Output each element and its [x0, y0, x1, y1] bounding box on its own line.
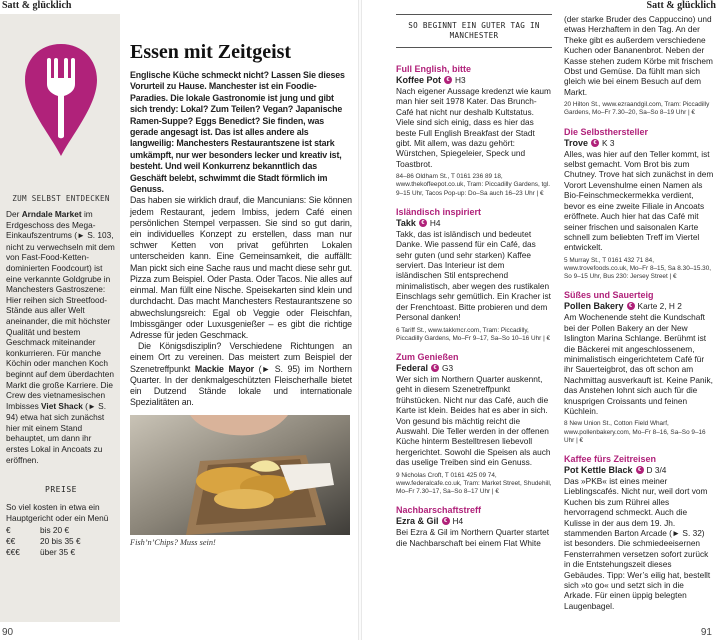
fish-and-chips-photo: [130, 415, 350, 535]
map-reference: Karte 2, H 2: [637, 301, 682, 312]
entry-description: Bei Ezra & Gil im Northern Quarter startet die Nachbarschaft bei einem Flat White: [396, 527, 550, 548]
price-range: über 35 €: [40, 546, 76, 557]
photo-caption: Fish’n’Chips? Muss sein!: [130, 538, 216, 548]
map-reference: D 3/4: [646, 465, 667, 475]
entry-description: Das »PKB« ist eines meiner Lieblingscafés. Nicht nur, weil dort vom Kuchen bis zum Rührei alles hervorragend schmeckt. Auch die Kulisse in der aus dem 19. Jh. stammenden Barton Arcade (► S. 32) ist besonders. Die schmiedeeisernen Fensterrahmen versetzen sofort zurück in die Entstehungszeit dieses Gebäudes. Tipp: Wer’s eilig hat, bestellt sich »to go« und setzt sich in die Arkade. Für einen üppig belegten Laugenbagel.: [564, 476, 711, 611]
entry-name: Federal: [396, 362, 429, 373]
listing-entry: [564, 454, 714, 611]
article-paragraph: Die Königsdisziplin? Verschiedene Richtungen an einem Ort zu vereinen. Das meistert zum Beispiel der Szenetreffpunkt Mackie Mayor (► S. 95) im Northern Quarter. In der denkmalgeschützten Fleischerhalle bietet ein Dutzend Stände lokale und internationale Spezialitäten an.: [130, 341, 352, 408]
listing-entry: [396, 64, 552, 198]
running-head-right: Satt & glücklich: [646, 0, 716, 11]
map-pin-icon: €: [591, 139, 599, 147]
price-range: bis 20 €: [40, 525, 70, 536]
entry-category: Kaffee fürs Zeitreisen: [564, 454, 657, 464]
map-reference: H3: [455, 75, 466, 85]
map-pin-icon: €: [444, 76, 452, 84]
entry-heading: [564, 138, 714, 148]
entry-heading: [396, 516, 552, 526]
entry-category: Die Selbsthersteller: [564, 126, 649, 137]
entry-address: 84–86 Oldham St., T 0161 236 89 18, www.thekoffeepot.co.uk, Tram: Piccadilly Gardens, tgl. 9–15 Uhr, Tacos Pop-up: Do–Sa auch 16–23 Uhr | €: [396, 173, 551, 197]
entry-category: Nachbarschaftstreff: [396, 505, 482, 516]
section-banner: SO BEGINNT EIN GUTER TAG IN MANCHESTER: [396, 14, 552, 48]
price-symbol: €€€: [6, 546, 20, 557]
page-number-right: 91: [700, 627, 712, 638]
entry-category: Full English, bitte: [396, 64, 471, 74]
price-row: [6, 525, 116, 536]
entry-name: Takk: [396, 217, 416, 228]
price-list: [6, 525, 116, 557]
sidebar: [0, 14, 120, 622]
prices-heading: PREISE: [45, 485, 77, 495]
entry-name: Koffee Pot: [396, 75, 441, 85]
prices-intro: So viel kosten in etwa ein Hauptgericht oder ein Menü: [6, 502, 109, 523]
map-pin-icon: €: [636, 466, 644, 474]
map-pin-icon: €: [431, 364, 439, 372]
map-pin-icon: €: [627, 302, 635, 310]
article-paragraph: Das haben sie wirklich drauf, die Mancunians: Sie können jedem Restaurant, jedem Imbiss, jedem Café einen persönlichen Stempel verpassen. Sie sind so gut darin, ein individuelles Konzept zu erstellen, dass man nur schwer Ketten von privat geführten Lokalen unterscheiden kann. Eine Gemeinsamkeit, die auffällt: Man pickt sich eine Sache raus und macht diese sehr gut. Pizza zum Beispiel. Oder Pasta. Oder Tacos. Nie alles auf einmal. Man füllt eine Nische. Speisekarten sind klein und durchdacht. Das macht Manchesters Restaurantszene so abwechslungsreich: Egal ob Veggie oder Fleischfan, Imbissgänger oder Luxusgenießer – es gibt die richtige Adresse für jeden Geschmack.: [130, 195, 352, 340]
price-symbol: €: [6, 525, 11, 536]
map-pin-icon: €: [419, 219, 427, 227]
entry-description: Nach eigener Aussage kredenzt wie kaum man hier seit 1978 Kater. Das Brunch-Café hat nicht nur deshalb Kultstatus. Viele sind sich einig, dass es hier das beste Full English Breakfast der Stadt gibt. Mit allem, was dazu gehört: Würstchen, Spiegeleier, Speck und Toastbrot.: [396, 86, 551, 169]
article: [130, 40, 352, 547]
entry-heading: [396, 363, 552, 373]
map-reference: H4: [452, 516, 464, 527]
price-range: 20 bis 35 €: [40, 536, 81, 547]
entry-name: Pot Kettle Black: [564, 465, 633, 475]
price-symbol: €€: [6, 536, 16, 547]
entry-category: Zum Genießen: [396, 351, 459, 362]
listing-entry-continued: [564, 14, 714, 118]
map-reference: G3: [442, 362, 454, 373]
entry-address: 20 Hilton St., www.ezraandgil.com, Tram: Piccadilly Gardens, Mo–Fr 7.30–20, Sa–So 8–19 Uhr | €: [564, 101, 710, 117]
entry-address: 5 Murray St., T 0161 432 71 84, www.trovefoods.co.uk, Mo–Fr 8–15, Sa 8.30–15.30, So 9–15 Uhr, Bus 230: Jersey Street | €: [564, 256, 712, 281]
entry-category: Isländisch inspiriert: [396, 206, 482, 217]
article-intro: Englische Küche schmeckt nicht? Lassen Sie dieses Vorurteil zu Hause. Manchester ist ein Foodie-Paradies. Die lokale Gastronomie ist jung und gibt sich trendy: Lokal? Zum Teilen? Vegan? Japanische Ramen-Suppe? Eggs Benedict? Sie finden, was gerade angesagt ist. Das ist alles andere als langweilig: Manchesters Restaurantszene ist stark umkämpft, nur wer besonders lecker und kreativ ist, besteht. Und weil Konkurrenz bekanntlich das Geschäft belebt, schwimmt die Stadt förmlich im Genuss.: [130, 70, 345, 195]
entry-address: 6 Tariff St., www.takkmcr.com, Tram: Piccadilly, Piccadilly Gardens, Mo–Fr 9–17, Sa–So 10–16 Uhr | €: [396, 326, 551, 342]
entry-name: Pollen Bakery: [564, 301, 624, 312]
article-title: Essen mit Zeitgeist: [130, 41, 292, 63]
map-pin-icon: €: [442, 517, 450, 525]
listing-entry: [564, 290, 714, 445]
price-row: [6, 547, 116, 558]
page-number-left: 90: [2, 627, 14, 638]
map-reference: K 3: [602, 137, 615, 148]
listing-entry: [396, 352, 552, 496]
entry-heading: [396, 75, 552, 85]
map-reference: H4: [429, 217, 441, 228]
entry-address: 8 New Union St., Cotton Field Wharf, www.pollenbakery.com, Mo–Fr 8–16, Sa–So 9–16 Uhr | €: [564, 420, 706, 444]
running-head-left: Satt & glücklich: [2, 0, 72, 11]
entry-name: Ezra & Gil: [396, 516, 439, 527]
entry-name: Trove: [564, 137, 589, 148]
entry-category: Süßes und Sauerteig: [564, 290, 654, 301]
entry-address: 9 Nicholas Croft, T 0161 425 09 74, www.federalcafe.co.uk, Tram: Market Street, Shudehill, Mo–Fr 7.30–17, Sa–So 8–17 Uhr | €: [396, 471, 552, 495]
listing-entry: [564, 127, 714, 282]
listing-entry: [396, 505, 552, 548]
entry-description: Alles, was hier auf den Teller kommt, ist selbst gemacht. Vom Brot bis zum Chutney. Trove hat sich zunächst in dem Vorort Levenshulme einen Namen als Bio-Feinschmeckermekka verdient, bevor es eine zweite Filiale in Ancoats eröffnete. Auch hier hat das Café mit seiner frischen und saisonalen Karte schnell zum beliebten Treff im Viertel entwickelt.: [564, 148, 714, 253]
column-b: [564, 14, 714, 620]
fork-icon: [21, 40, 101, 160]
sidebar-text: Der Arndale Market im Erdgeschoss des Mega-Einkaufszentrums (► S. 103, nicht zu verwechseln mit dem von Fast-Food-Ketten-dominierten Foodcourt) ist eine verkannte Goldgrube in Manchesters Gastroszene: Hier reihen sich Streetfood-Stände aus aller Welt aneinander, die mit höchster Qualität und bestem Geschmack miteinander konkurrieren. Für manche Köchin oder manchen Koch beginnt auf dem überdachten Markt die große Karriere. Die Crew des vietnamesischen Imbisses Viet Shack (► S. 94) etwa hat sich zunächst hier mit einem Stand behauptet, um dann ihr erstes Lokal in Ancoats zu eröffnen.: [6, 209, 115, 465]
entry-description: Am Wochenende steht die Kundschaft bei der Pollen Bakery an der New Islington Marina Schlange. Berühmt ist die Bäckerei mit angeschlossenem, minimalistisch eingerichtetem Café für ihr Sauerteigbrot, das oft schon am Nachmittag ausverkauft ist. Keine Panik, das Anstehen lohnt sich auch für die knusprigen Croissants und feinen Küchlein.: [564, 312, 713, 416]
sidebar-heading: ZUM SELBST ENTDECKEN: [12, 194, 110, 203]
price-row: [6, 536, 116, 547]
column-a: [396, 14, 552, 557]
entry-heading: [564, 301, 714, 311]
entry-description: Wer sich im Northern Quarter auskennt, geht in diesem Szenetreffpunkt frühstücken. Nicht nur das Café, auch die Karte ist klein. Beides hat es aber in sich. Von gesund bis mächtig reicht die Auswahl. Die Teller werden in der offenen Küche hinterm Bestelltresen liebevoll hergerichtet. Sowohl die Speisen als auch das uselige Treiben sind ein Genuss.: [396, 373, 551, 468]
entry-description: (der starke Bruder des Cappuccino) und etwas Herzhaftem in den Tag. An der Theke gibt es außerdem verschiedene Kuchen oder Bananenbrot. Neben der Kasse stehen zudem Körbe mit frischem Obst und Gemüse. Da fühlt man sich gleich wie bei einem Besuch auf dem Markt.: [564, 14, 713, 97]
listing-entry: [396, 207, 552, 343]
entry-description: Takk, das ist isländisch und bedeutet Danke. Wie passend für ein Café, das sehr guten (und sehr starken) Kaffee serviert. Das Interieur ist dem isländischen Stil entsprechend minimalistisch, aber wegen des rustikalen Einschlags sehr gemütlich. Ein Kracher ist der Frenchtoast. Bitte probieren und dem Personal danken!: [396, 228, 551, 323]
entry-heading: [564, 465, 714, 475]
entry-heading: [396, 218, 552, 228]
right-page: [360, 0, 720, 640]
article-body: [130, 195, 352, 408]
